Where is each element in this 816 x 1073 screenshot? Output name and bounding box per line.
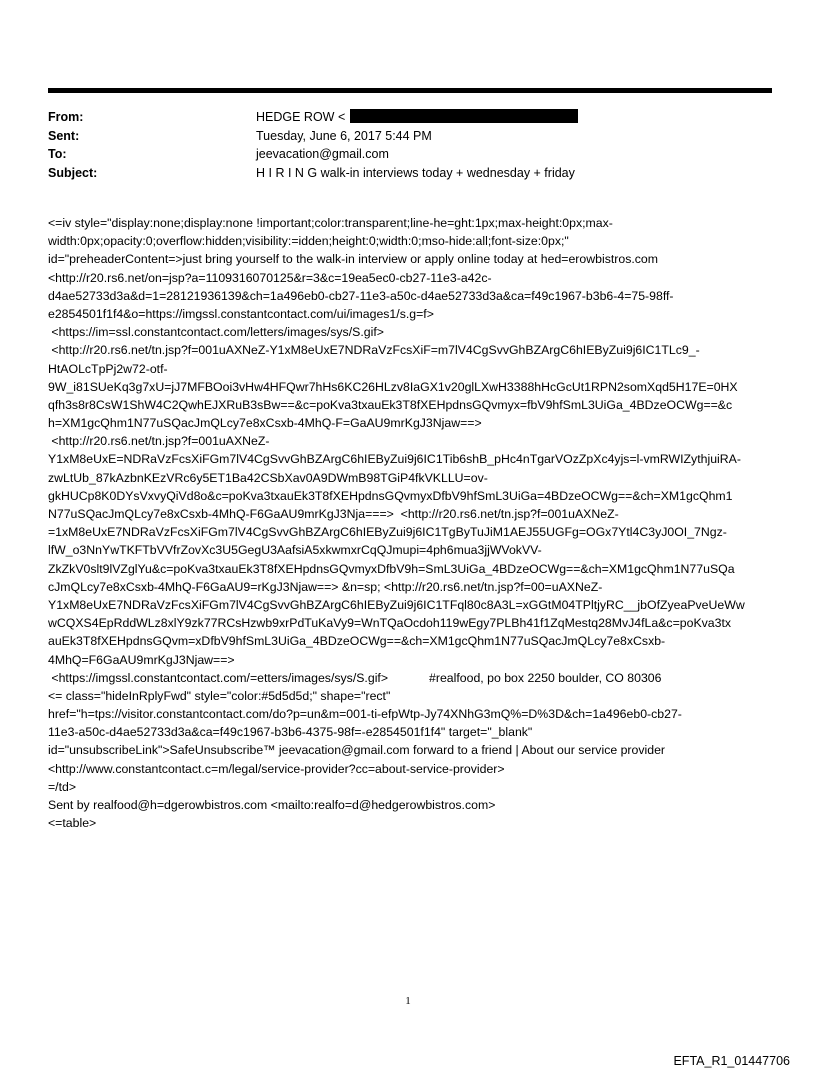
body-line: zwLtUb_87kAzbnKEzVRc6y5ET1Ba42CSbXav0A9DWmB98TGiP4fkVKLLU=ov-	[48, 470, 488, 485]
body-line: qfh3s8r8CsW1ShW4C2QwhEJXRuB3sBw==&c=poKva3txauEk3T8fXEHpdnsGQvmyx=fbV9hfSmL3UiGa_4BDzeOCWg==&c	[48, 397, 733, 412]
subject-row	[48, 164, 772, 183]
sent-value: Tuesday, June 6, 2017 5:44 PM	[256, 128, 432, 143]
body-line: Y1xM8eUxE7NDRaVzFcsXiFGm7lV4CgSvvGhBZArgC6hIEByZui9j6IC1TFql80c8A3L=xGGtM04TPltjyRC__jbOfZyeaPveUeWw	[48, 597, 745, 612]
from-label: From:	[48, 110, 84, 124]
body-line: N77uSQacJmQLcy7e8xCsxb-4MhQ-F6GaAU9mrKgJ3Nja===> <http://r20.rs6.net/tn.jsp?f=001uAXNeZ-	[48, 507, 619, 521]
body-line: width:0px;opacity:0;overflow:hidden;visibility:=idden;height:0;width:0;mso-hide:all;font-size:0px;"	[48, 234, 569, 249]
email-body	[48, 214, 772, 832]
page-number: 1	[405, 995, 411, 1007]
body-line: d4ae52733d3a&d=1=28121936139&ch=1a496eb0-cb27-11e3-a50c-d4ae52733d3a&ca=f49c1967-b3b6-4=75-98ff-	[48, 288, 674, 303]
body-line: Sent by realfood@h=dgerowbistros.com <mailto:realfo=d@hedgerowbistros.com>	[48, 798, 496, 812]
body-line: wCQXS4EpRddWLz8xlY9zk77RCsHzwb9xrPdTuKaVy9=WnTQaOcdoh119wEgy7PLBh41f1ZqMestq28MvJ4fLa&c=poKva3tx	[48, 616, 732, 631]
top-rule	[48, 88, 772, 93]
to-row	[48, 145, 772, 164]
body-line: 11e3-a50c-d4ae52733d3a&ca=f49c1967-b3b6-4375-98f=-e2854501f1f4" target="_blank"	[48, 725, 533, 740]
to-label: To:	[48, 147, 67, 162]
from-row	[48, 108, 772, 127]
body-line: id="unsubscribeLink">SafeUnsubscribe™ jeevacation@gmail.com forward to a friend | About our service provider	[48, 743, 666, 758]
body-line: =/td>	[48, 779, 77, 794]
email-header	[48, 108, 772, 182]
body-line: Y1xM8eUxE=NDRaVzFcsXiFGm7lV4CgSvvGhBZArgC6hIEByZui9j6IC1Tib6shB_pHc4nTgarVOzZpXc4yjs=l-vmRWIZythjuiRA-	[48, 452, 741, 467]
body-line: HtAOLcTpPj2w72-otf-	[48, 361, 168, 376]
body-line: lfW_o3NnYwTKFTbVVfrZovXc3U5GegU3AafsiA5xkwmxrCqQJmupi=4ph6mua3jjWVokVV-	[48, 543, 542, 558]
body-line: <=iv style="display:none;display:none !important;color:transparent;line-he=ght:1px;max-height:0px;max-	[48, 216, 613, 230]
sent-row	[48, 127, 772, 146]
body-line: h=XM1gcQhm1N77uSQacJmQLcy7e8xCsxb-4MhQ-F=GaAU9mrKgJ3Njaw==>	[48, 416, 482, 431]
from-name: HEDGE ROW <	[256, 110, 346, 124]
body-line: <=table>	[48, 816, 97, 831]
body-line: <https://im=ssl.constantcontact.com/letters/images/sys/S.gif>	[48, 325, 384, 340]
body-line: 4MhQ=F6GaAU9mrKgJ3Njaw==>	[48, 652, 235, 667]
subject-value: H I R I N G walk-in interviews today + wednesday + friday	[256, 165, 575, 180]
body-line: ZkZkV0slt9lVZglYu&c=poKva3txauEk3T8fXEHpdnsGQvmyxDfbV9h=SmL3UiGa_4BDzeOCWg==&ch=XM1gcQhm1N77uSQa	[48, 561, 735, 576]
body-line: =1xM8eUxE7NDRaVzFcsXiFGm7lV4CgSvvGhBZArgC6hIEByZui9j6IC1TgByTuJiM1AEJ55UGFg=OGx7Ytl4C3yJ0OI_7Ngz-	[48, 525, 727, 540]
redaction-bar	[350, 109, 578, 123]
body-line: cJmQLcy7e8xCsxb-4MhQ-F6GaAU9=rKgJ3Njaw==> &n=sp; <http://r20.rs6.net/tn.jsp?f=00=uAXNeZ-	[48, 579, 603, 594]
body-line: <http://www.constantcontact.c=m/legal/service-provider?cc=about-service-provider>	[48, 761, 505, 776]
body-line: id="preheaderContent=>just bring yourself to the walk-in interview or apply online today at hed=erowbistros.com	[48, 252, 658, 267]
body-line: <http://r20.rs6.net/tn.jsp?f=001uAXNeZ-	[48, 434, 270, 449]
body-line: auEk3T8fXEHpdnsGQvm=xDfbV9hfSmL3UiGa_4BDzeOCWg==&ch=XM1gcQhm1N77uSQacJmQLcy7e8xCsxb-	[48, 634, 666, 649]
body-line: <http://r20.rs6.net/tn.jsp?f=001uAXNeZ-Y1xM8eUxE7NDRaVzFcsXiF=m7lV4CgSvvGhBZArgC6hIEByZui9j6IC1TLc9_-	[48, 343, 700, 358]
body-line: gkHUCp8K0DYsVxvyQiVd8o&c=poKva3txauEk3T8fXEHpdnsGQvmyxDfbV9hfSmL3UiGa=4BDzeOCWg==&ch=XM1gcQhm1	[48, 488, 733, 503]
from-value	[256, 108, 772, 127]
body-line: <https://imgssl.constantcontact.com/=etters/images/sys/S.gif> #realfood, po box 2250 boulder, CO 80306	[48, 670, 662, 685]
subject-label: Subject:	[48, 165, 98, 180]
document-id: EFTA_R1_01447706	[673, 1054, 790, 1068]
body-line: 9W_i81SUeKq3g7xU=jJ7MFBOoi3vHw4HFQwr7hHs6KC26HLzv8IaGX1v20glLXwH3388hHcGcUt1RPN2somXqd5H17E=0HX	[48, 379, 738, 394]
sent-label: Sent:	[48, 128, 80, 143]
body-line: <http://r20.rs6.net/on=jsp?a=1109316070125&r=3&c=19ea5ec0-cb27-11e3-a42c-	[48, 270, 492, 285]
body-line: href="h=tps://visitor.constantcontact.com/do?p=un&m=001-ti-efpWtp-Jy74XNhG3mQ%=D%3D&ch=1a496eb0-cb27-	[48, 707, 682, 722]
to-value: jeevacation@gmail.com	[256, 147, 389, 162]
body-line: e2854501f1f4&o=https://imgssl.constantcontact.com/ui/images1/s.g=f>	[48, 306, 434, 321]
body-line: <= class="hideInRplyFwd" style="color:#5d5d5d;" shape="rect"	[48, 688, 391, 703]
